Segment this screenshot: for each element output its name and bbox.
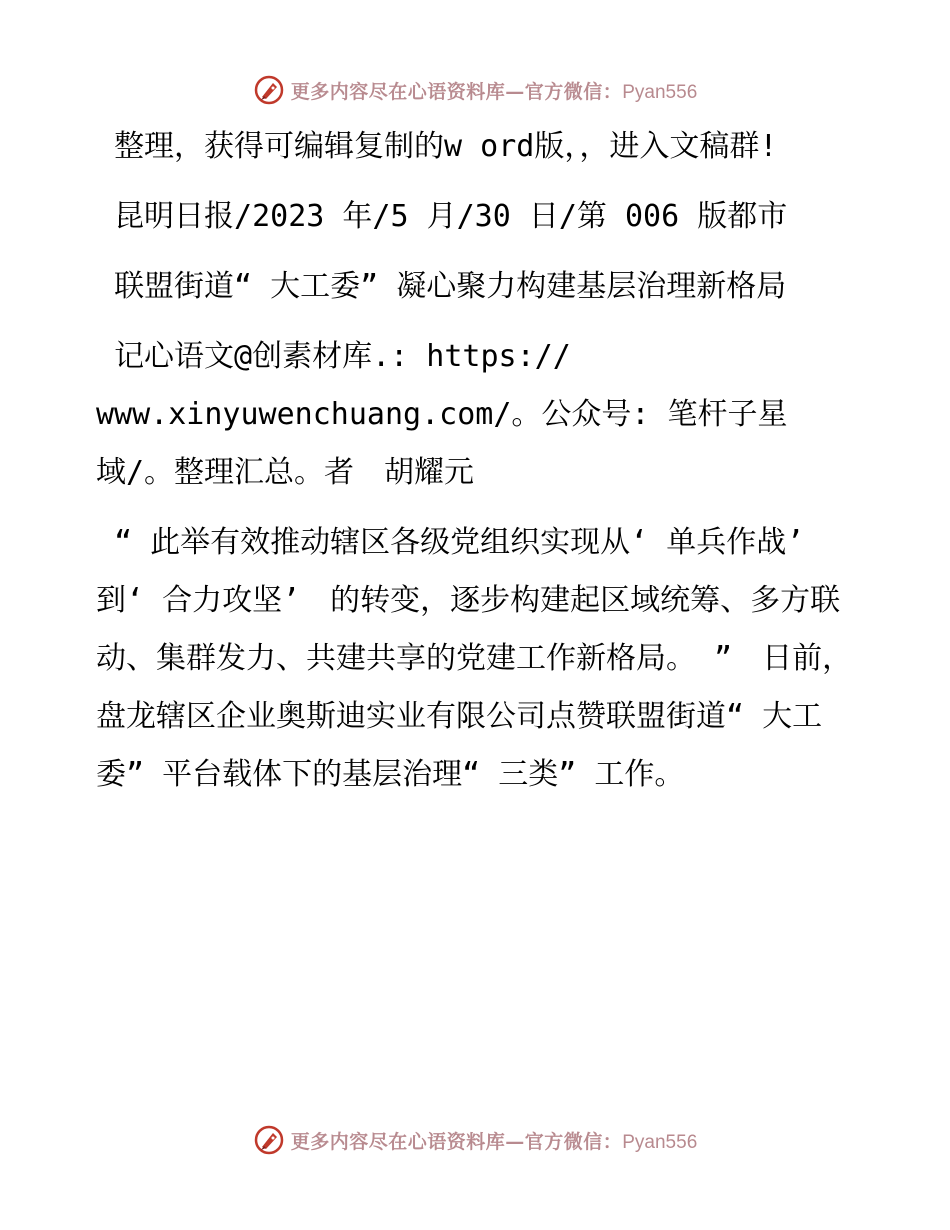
banner-text xyxy=(291,77,698,104)
wechat-handle: Pyan556 xyxy=(622,81,698,103)
wechat-handle: Pyan556 xyxy=(622,1131,698,1153)
header-banner xyxy=(0,70,950,110)
paragraph-intro: 整理，获得可编辑复制的w ord版，，进入文稿群! xyxy=(96,129,778,164)
banner-label: 更多内容尽在心语资料库—官方微信： xyxy=(290,80,623,103)
article-title: 联盟街道“ 大工委” 凝心聚力构建基层治理新格局 xyxy=(96,269,787,304)
pen-nib-logo-icon xyxy=(253,74,285,106)
paragraph-source: 昆明日报/2023 年/5 月/30 日/第 006 版都市 xyxy=(96,199,788,234)
document-body xyxy=(96,118,856,816)
banner-text xyxy=(291,1127,698,1154)
pen-nib-logo-icon xyxy=(253,1124,285,1156)
paragraph-credits: 记心语文@创素材库.: https:// www.xinyuwenchuang.com/。公众号: 笔杆子星域/。整理汇总。者 胡耀元 xyxy=(96,339,788,490)
paragraph-body: “ 此举有效推动辖区各级党组织实现从‘ 单兵作战’ 到‘ 合力攻坚’ 的转变，逐步构建起区域统筹、多方联动、集群发力、共建共享的党建工作新格局。 ” 日前，盘龙辖区企业奥斯迪实业有限公司点赞联盟街道“ 大工委” 平台载体下的基层治理“ 三类” 工作。 xyxy=(96,525,853,792)
footer-banner xyxy=(0,1120,950,1160)
banner-label: 更多内容尽在心语资料库—官方微信： xyxy=(290,1130,623,1153)
